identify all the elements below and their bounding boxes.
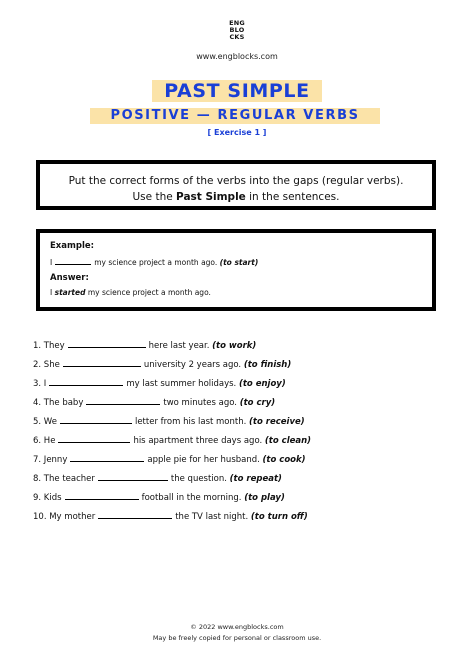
example-pre: I xyxy=(50,258,53,267)
subtitle-highlight xyxy=(90,108,380,124)
example-box xyxy=(36,229,436,311)
item-post: the question. xyxy=(170,474,227,484)
instructions-post: in the sentences. xyxy=(245,191,340,203)
item-gap[interactable] xyxy=(63,357,141,367)
logo-line: BLO xyxy=(229,26,245,34)
item-post: apple pie for her husband. xyxy=(147,455,260,465)
list-item xyxy=(33,357,453,376)
list-item xyxy=(33,376,453,395)
list-item xyxy=(33,490,453,509)
footer-note: May be freely copied for personal or classroom use. xyxy=(152,634,322,642)
engblocks-logo xyxy=(226,20,248,41)
example-post: my science project a month ago. xyxy=(94,258,218,267)
item-post: my last summer holidays. xyxy=(126,379,237,389)
example-label: Example: xyxy=(50,241,95,251)
item-post: his apartment three days ago. xyxy=(133,436,263,446)
item-pre: 6. He xyxy=(33,436,56,446)
exercise-label: [ Exercise 1 ] xyxy=(207,128,267,137)
example-sentence xyxy=(50,256,422,267)
page-subtitle: POSITIVE — REGULAR VERBS xyxy=(110,108,360,123)
list-item xyxy=(33,452,453,471)
list-item xyxy=(33,395,453,414)
answer-label: Answer: xyxy=(50,273,89,283)
item-pre: 3. I xyxy=(33,379,47,389)
item-hint: (to enjoy) xyxy=(238,379,286,389)
item-post: the TV last night. xyxy=(175,512,249,522)
answer-word: started xyxy=(54,288,86,297)
example-hint: (to start) xyxy=(219,258,259,267)
item-pre: 5. We xyxy=(33,417,57,427)
answer-post: my science project a month ago. xyxy=(85,288,211,297)
instructions-line-1: Put the correct forms of the verbs into the gaps (regular verbs). xyxy=(68,175,404,187)
answer-pre: I xyxy=(50,288,55,297)
instructions-bold: Past Simple xyxy=(176,191,246,203)
instructions-box xyxy=(36,160,436,210)
item-post: here last year. xyxy=(148,341,210,351)
item-post: university 2 years ago. xyxy=(143,360,242,370)
answer-sentence xyxy=(50,288,422,297)
list-item xyxy=(33,471,453,490)
list-item xyxy=(33,509,453,528)
item-hint: (to cry) xyxy=(239,398,276,408)
logo-line: CKS xyxy=(229,33,245,41)
item-hint: (to repeat) xyxy=(229,474,282,484)
list-item xyxy=(33,433,453,452)
item-gap[interactable] xyxy=(68,338,146,348)
footer-copyright: © 2022 www.engblocks.com xyxy=(190,623,284,631)
item-hint: (to cook) xyxy=(262,455,306,465)
item-hint: (to work) xyxy=(212,341,257,351)
item-gap[interactable] xyxy=(65,490,139,500)
item-post: letter from his last month. xyxy=(134,417,247,427)
item-pre: 4. The baby xyxy=(33,398,84,408)
item-pre: 2. She xyxy=(33,360,60,370)
item-pre: 1. They xyxy=(33,341,65,351)
instructions-pre: Use the xyxy=(132,191,177,203)
item-gap[interactable] xyxy=(58,433,130,443)
item-hint: (to finish) xyxy=(243,360,292,370)
item-gap[interactable] xyxy=(49,376,123,386)
list-item xyxy=(33,338,453,357)
instructions-line-2 xyxy=(40,189,432,205)
item-gap[interactable] xyxy=(70,452,144,462)
page-title: PAST SIMPLE xyxy=(164,80,310,102)
item-gap[interactable] xyxy=(60,414,132,424)
item-hint: (to turn off) xyxy=(250,512,308,522)
item-hint: (to play) xyxy=(244,493,285,503)
item-gap[interactable] xyxy=(98,509,172,519)
item-pre: 8. The teacher xyxy=(33,474,95,484)
example-gap xyxy=(55,256,91,265)
item-gap[interactable] xyxy=(86,395,160,405)
site-url: www.engblocks.com xyxy=(196,52,278,61)
item-hint: (to receive) xyxy=(249,417,305,427)
item-gap[interactable] xyxy=(98,471,168,481)
logo-line: ENG xyxy=(229,19,245,27)
item-pre: 10. My mother xyxy=(33,512,96,522)
item-post: football in the morning. xyxy=(141,493,242,503)
title-highlight xyxy=(152,80,322,102)
item-pre: 7. Jenny xyxy=(33,455,68,465)
item-pre: 9. Kids xyxy=(33,493,62,503)
item-hint: (to clean) xyxy=(264,436,312,446)
item-post: two minutes ago. xyxy=(163,398,238,408)
list-item xyxy=(33,414,453,433)
exercise-list xyxy=(33,338,453,528)
